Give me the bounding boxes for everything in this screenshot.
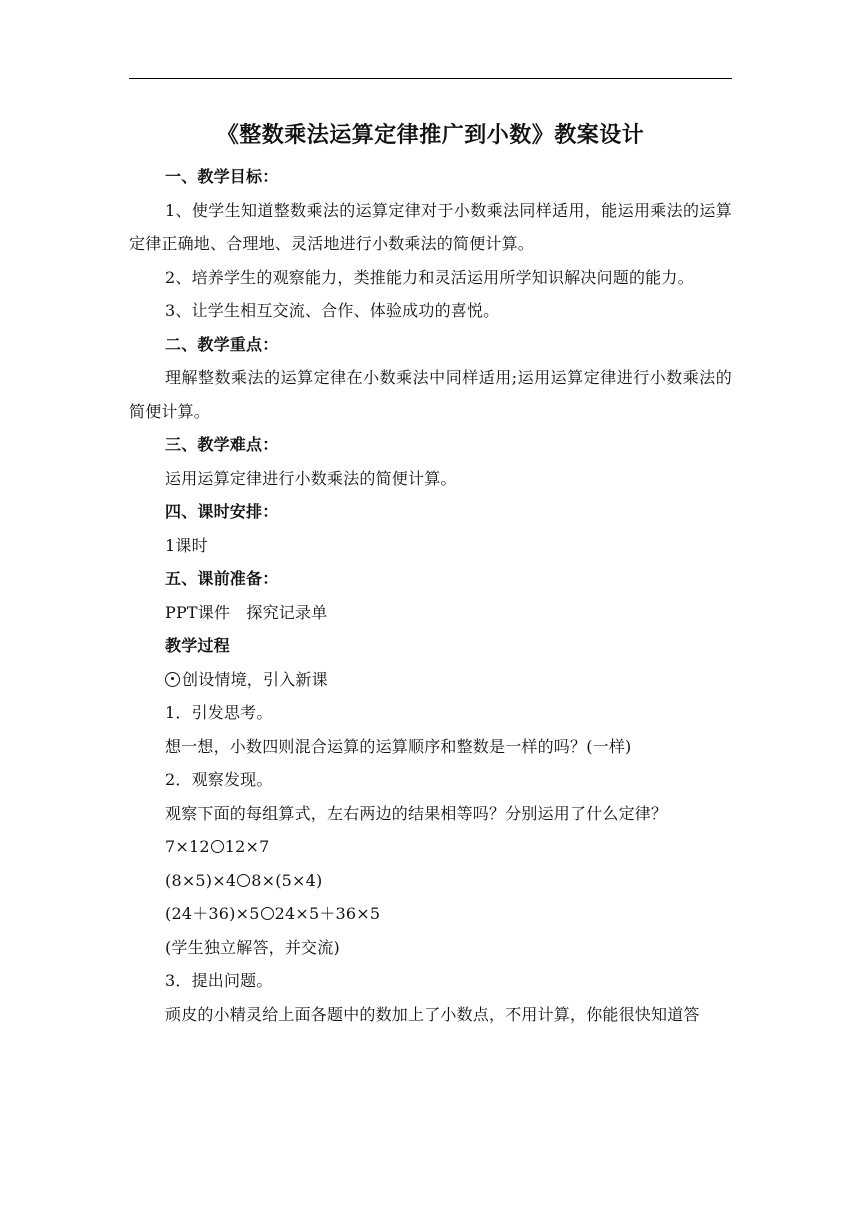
blank-circle-icon	[261, 907, 274, 920]
step-2-title: 2．观察发现。	[165, 770, 273, 789]
equation-2	[129, 864, 732, 898]
schedule-text: 1课时	[165, 535, 208, 555]
process-section-1	[129, 663, 732, 697]
goal-item-2: 2、培养学生的观察能力，类推能力和灵活运用所学知识解决问题的能力。	[165, 267, 694, 287]
header-rule	[129, 78, 732, 79]
equation-3-left: (24＋36)×5	[165, 904, 260, 923]
section-heading-difficulties: 三、教学难点：	[165, 435, 279, 454]
section-heading-process: 教学过程	[165, 636, 230, 655]
step-3-title: 3．提出问题。	[165, 971, 273, 990]
equation-3-right: 24×5＋36×5	[274, 904, 381, 923]
equation-2-left: (8×5)×4	[165, 870, 237, 890]
step-2-text: 观察下面的每组算式，左右两边的结果相等吗？分别运用了什么定律？	[165, 803, 668, 823]
key-points-text: 理解整数乘法的运算定律在小数乘法中同样适用;运用运算定律进行小数乘法的简便计算。	[129, 368, 732, 421]
goal-item-3: 3、让学生相互交流、合作、体验成功的喜悦。	[165, 301, 500, 320]
section-heading-preparation: 五、课前准备：	[165, 569, 279, 588]
blank-circle-icon	[211, 840, 224, 853]
equation-1-right: 12×7	[224, 837, 270, 856]
goal-item-1: 1、使学生知道整数乘法的运算定律对于小数乘法同样适用，能运用乘法的运算定律正确地、合理地、灵活地进行小数乘法的简便计算。	[129, 200, 732, 253]
equation-2-right: 8×(5×4)	[251, 870, 323, 890]
equation-1-left: 7×12	[165, 837, 210, 856]
equation-3	[129, 897, 732, 931]
difficulties-text: 运用运算定律进行小数乘法的简便计算。	[165, 468, 457, 488]
step-3-text: 顽皮的小精灵给上面各题中的数加上了小数点，不用计算，你能很快知道答	[165, 1004, 700, 1024]
process-section-1-label: 创设情境，引入新课	[182, 669, 328, 689]
document-title: 《整数乘法运算定律推广到小数》教案设计	[216, 122, 645, 148]
section-heading-schedule: 四、课时安排：	[165, 502, 279, 521]
step-1-text: 想一想，小数四则混合运算的运算顺序和整数是一样的吗？(一样)	[165, 736, 632, 756]
step-2-note: (学生独立解答，并交流)	[165, 937, 340, 957]
document-body	[129, 160, 732, 1031]
preparation-text: PPT课件 探究记录单	[165, 602, 328, 622]
section-heading-key-points: 二、教学重点：	[165, 334, 279, 354]
section-heading-goals: 一、教学目标：	[165, 167, 279, 186]
equation-1	[129, 830, 732, 864]
circled-dot-icon	[165, 672, 180, 687]
step-1-title: 1．引发思考。	[165, 703, 273, 722]
blank-circle-icon	[237, 874, 250, 887]
